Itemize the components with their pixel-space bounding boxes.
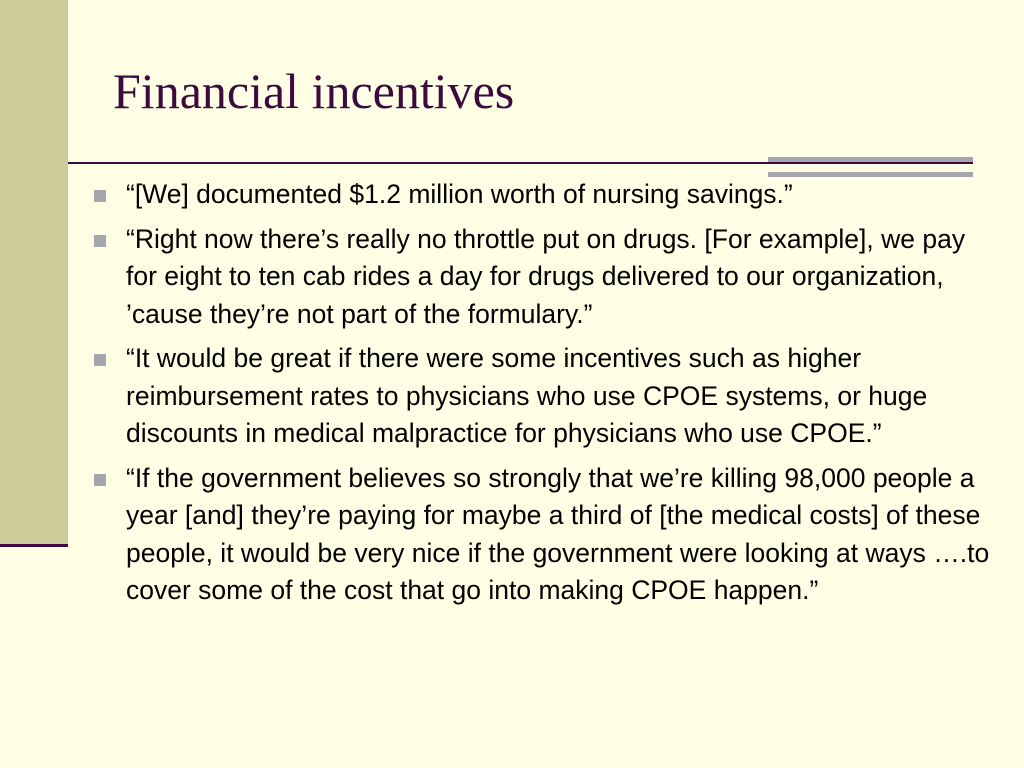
bullet-list	[90, 176, 990, 617]
bullet-text: “If the government believes so strongly that we’re killing 98,000 people a year [and] they’re paying for maybe a third of [the medical costs] of these people, it would be very nice if the government were looking at ways ….to cover some of the cost that go into making CPOE happen.”	[126, 462, 990, 605]
bullet-item	[90, 340, 990, 453]
square-bullet-icon	[94, 235, 106, 247]
bullet-item	[90, 460, 990, 610]
bullet-text: “[We] documented $1.2 million worth of nursing savings.”	[126, 179, 793, 209]
slide-title: Financial incentives	[113, 63, 515, 119]
left-rule	[0, 544, 68, 547]
bullet-text: “It would be great if there were some incentives such as higher reimbursement rates to physicians who use CPOE systems, or huge discounts in medical malpractice for physicians who use CPOE.”	[126, 343, 928, 448]
square-bullet-icon	[94, 190, 106, 202]
bullet-item	[90, 221, 990, 334]
left-decorative-band	[0, 0, 68, 545]
square-bullet-icon	[94, 474, 106, 486]
title-divider	[68, 162, 973, 164]
square-bullet-icon	[94, 354, 106, 366]
accent-bar-top	[768, 157, 973, 162]
bullet-item	[90, 176, 990, 214]
bullet-text: “Right now there’s really no throttle put on drugs. [For example], we pay for eight to ten cab rides a day for drugs delivered to our organization, ’cause they’re not part of the formulary.”	[126, 223, 966, 329]
